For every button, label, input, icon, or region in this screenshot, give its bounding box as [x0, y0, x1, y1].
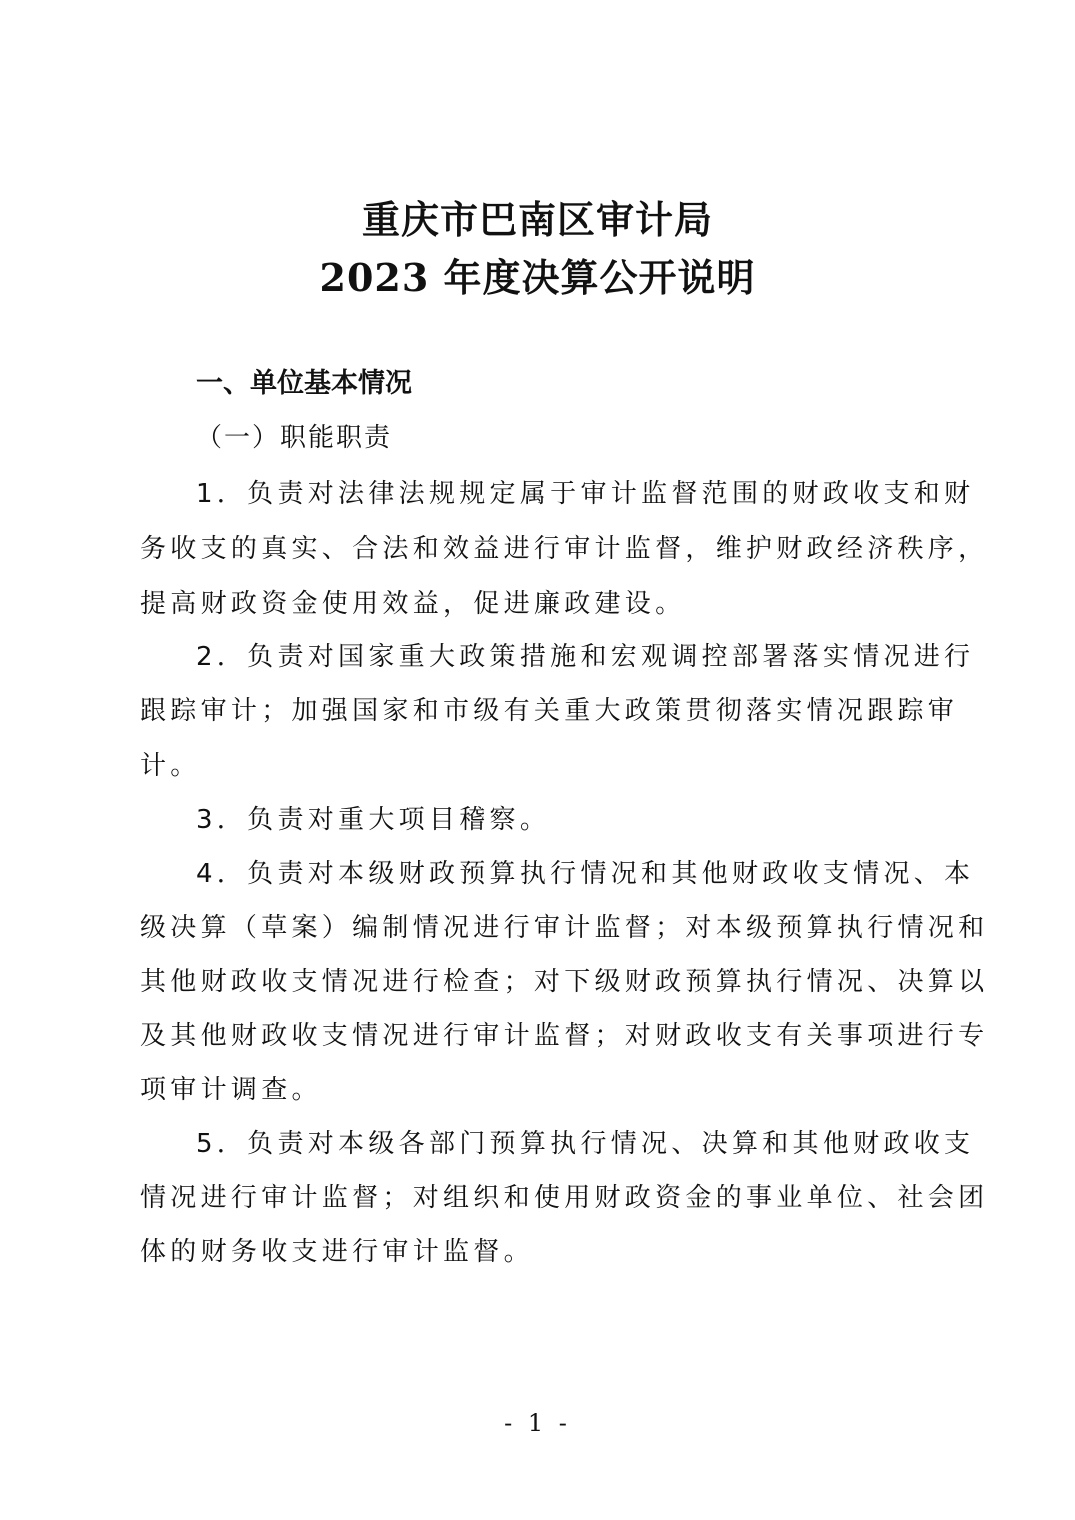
item-2-line-3: 计。 — [140, 751, 201, 781]
document-title-line2: 2023 年度决算公开说明 — [319, 255, 756, 300]
item-5-line-3: 体的财务收支进行审计监督。 — [140, 1237, 534, 1267]
item-5-line-1: 5．负责对本级各部门预算执行情况、决算和其他财政收支 — [196, 1129, 975, 1159]
page-number: - 1 - — [504, 1409, 571, 1437]
item-2-line-1: 2．负责对国家重大政策措施和宏观调控部署落实情况进行 — [196, 642, 975, 672]
item-4-line-4: 及其他财政收支情况进行审计监督；对财政收支有关事项进行专 — [140, 1021, 989, 1051]
item-4-line-3: 其他财政收支情况进行检查；对下级财政预算执行情况、决算以 — [140, 967, 989, 997]
item-4-line-1: 4．负责对本级财政预算执行情况和其他财政收支情况、本 — [196, 859, 975, 889]
item-1-line-1: 1．负责对法律法规规定属于审计监督范围的财政收支和财 — [196, 479, 975, 509]
item-4-line-2: 级决算（草案）编制情况进行审计监督；对本级预算执行情况和 — [140, 913, 989, 943]
item-2-line-2: 跟踪审计；加强国家和市级有关重大政策贯彻落实情况跟踪审 — [140, 696, 959, 726]
item-1-line-3: 提高财政资金使用效益，促进廉政建设。 — [140, 589, 686, 619]
item-1-line-2: 务收支的真实、合法和效益进行审计监督，维护财政经济秩序， — [140, 534, 989, 564]
item-4-line-5: 项审计调查。 — [140, 1075, 322, 1105]
document-title-line1: 重庆市巴南区审计局 — [361, 197, 713, 242]
item-3-line-1: 3．负责对重大项目稽察。 — [196, 805, 551, 835]
subsection-heading: （一）职能职责 — [196, 423, 393, 453]
item-5-line-2: 情况进行审计监督；对组织和使用财政资金的事业单位、社会团 — [140, 1183, 989, 1213]
section-heading: 一、单位基本情况 — [196, 368, 412, 399]
